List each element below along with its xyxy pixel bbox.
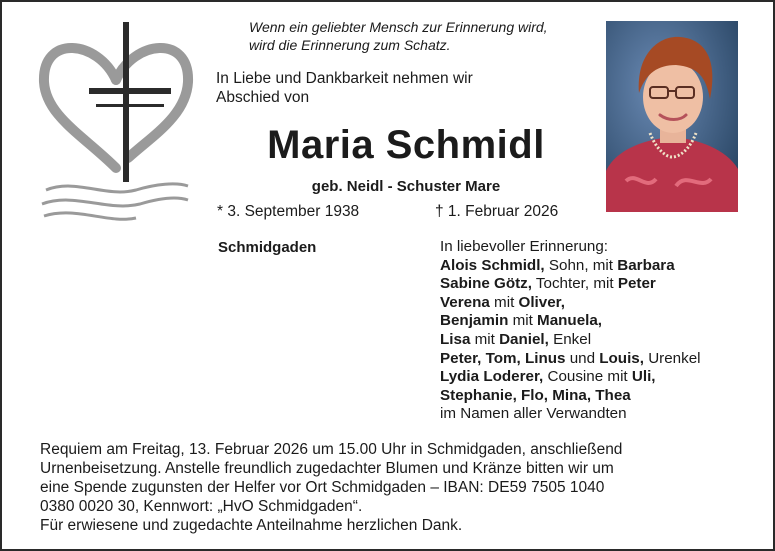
quote-line: Wenn ein geliebter Mensch zur Erinnerung wird, [249,19,548,35]
mourner-line [440,257,760,276]
mourner-relation: mit [508,312,538,330]
mourner-name: Benjamin [440,312,509,330]
mourner-line [440,331,760,350]
mourner-relation: mit [489,293,519,311]
place: Schmidgaden [218,239,317,256]
mourner-line [440,312,760,331]
mourner-name: Manuela, [537,312,603,330]
mourner-line [440,387,760,406]
footer-line: 0380 0020 30, Kennwort: „HvO Schmidgaden“. [40,498,363,515]
mourner-name: Barbara [617,256,675,274]
mourner-name: Oliver, [518,293,565,311]
heart-cross-waves-icon [36,18,196,230]
mourner-name: Lydia Loderer, [440,368,544,386]
mourner-name: Lisa [440,330,471,348]
mourner-relation: Enkel [548,330,592,348]
intro-text [216,69,576,107]
mourner-name: Peter [617,275,656,293]
mourner-line [440,275,760,294]
mourner-name: Uli, [631,368,656,386]
mourner-name: Verena [440,293,490,311]
mourner-name: Louis, [599,349,644,367]
portrait-photo [606,21,738,212]
mourner-relation: Urenkel [643,349,701,367]
mourner-name: Sabine Götz, [440,275,532,293]
intro-line: In Liebe und Dankbarkeit nehmen wir [216,70,473,87]
footer-line: Für erwiesene und zugedachte Anteilnahme herzlichen Dank. [40,517,463,534]
birth-date: * 3. September 1938 [217,203,360,220]
mourner-name: Peter, Tom, Linus [440,349,566,367]
quote-line: wird die Erinnerung zum Schatz. [249,37,451,53]
mourners-heading: In liebevoller Erinnerung: [440,238,609,255]
mourner-line [440,368,760,387]
maiden-name: geb. Neidl - Schuster Mare [311,178,501,195]
mourner-relation: Sohn, mit [544,256,618,274]
mourner-relation: und [565,349,600,367]
mourner-line [440,350,760,369]
mourner-line [440,405,760,424]
mourner-relation: im Namen aller Verwandten [440,405,627,423]
mourner-relation: mit [470,330,500,348]
intro-line: Abschied von [216,89,310,106]
mourner-relation: Cousine mit [543,368,632,386]
footer-line: eine Spende zugunsten der Helfer vor Ort Schmidgaden – IBAN: DE59 7505 1040 [40,479,605,496]
footer-line: Requiem am Freitag, 13. Februar 2026 um 15.00 Uhr in Schmidgaden, anschließend [40,441,623,458]
quote [249,18,594,54]
mourners-list [440,238,760,424]
mourner-relation: Tochter, mit [531,275,618,293]
footer-line: Urnenbeisetzung. Anstelle freundlich zugedachter Blumen und Kränze bitten wir um [40,460,614,477]
mourner-name: Stephanie, Flo, Mina, Thea [440,386,631,404]
deceased-name: Maria Schmidl [267,123,545,167]
mourner-name: Daniel, [499,330,549,348]
death-date: † 1. Februar 2026 [435,203,559,220]
mourner-name: Alois Schmidl, [440,256,545,274]
footer-text [40,440,740,535]
mourner-line [440,294,760,313]
